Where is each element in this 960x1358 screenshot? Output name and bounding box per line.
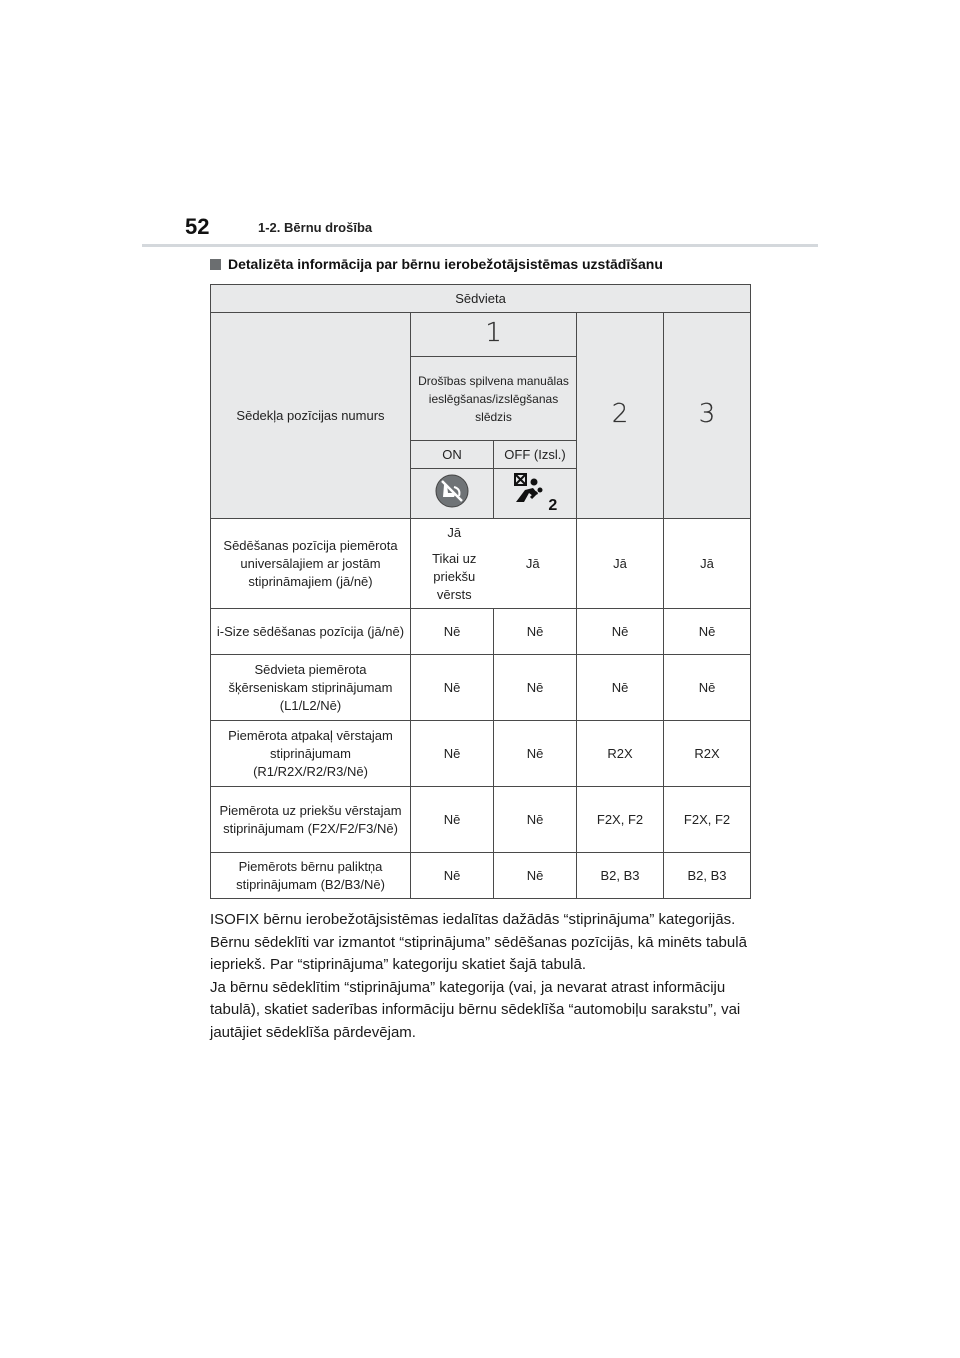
row-seat2-value: B2, B3 <box>577 853 664 899</box>
sub-heading <box>210 256 663 272</box>
seat-position-label-cell: Sēdekļa pozīcijas numurs <box>211 313 411 519</box>
table-row <box>211 285 751 313</box>
row-seat3-value: Nē <box>664 609 751 655</box>
universal-seat2-cell: Jā <box>577 519 664 609</box>
body-paragraph-2: Ja bērnu sēdeklītim “stiprinājuma” kategorija (vai, ja nevarat atrast informāciju tabulā), skatiet saderības informāciju bērnu sēdeklīša “automobiļu sarakstu”, vai jautājiet sēdeklīša pārdevējam. <box>210 978 741 1041</box>
seat-number-3: 3 <box>698 398 716 429</box>
row-on-value: Nē <box>411 655 494 721</box>
row-on-value: Nē <box>411 721 494 787</box>
row-seat3-value: F2X, F2 <box>664 787 751 853</box>
airbag-off-indicator-icon <box>434 473 470 514</box>
table-row <box>211 313 751 357</box>
row-seat3-value: B2, B3 <box>664 853 751 899</box>
row-label: Piemērota atpakaļ vērstajam stiprinājumam (R1/R2X/R2/R3/Nē) <box>211 721 411 787</box>
row-label: Piemērots bērnu paliktņa stiprinājumam (B2/B3/Nē) <box>211 853 411 899</box>
switch-on-cell: ON <box>411 441 494 469</box>
row-label: i-Size sēdēšanas pozīcija (jā/nē) <box>211 609 411 655</box>
universal-label-cell: Sēdēšanas pozīcija piemērota universālajiem ar jostām stiprināmajiem (jā/nē) <box>211 519 411 609</box>
row-label: Piemērota uz priekšu vērstajam stiprinājumam (F2X/F2/F3/Nē) <box>211 787 411 853</box>
row-label: Sēdvieta piemērota šķērseniskam stiprinājumam (L1/L2/Nē) <box>211 655 411 721</box>
row-on-value: Nē <box>411 853 494 899</box>
row-seat2-value: R2X <box>577 721 664 787</box>
row-on-value: Nē <box>411 787 494 853</box>
body-paragraph-1: ISOFIX bērnu ierobežotājsistēmas iedalītas dažādās “stiprinājuma” kategorijās. Bērnu sēdeklīti var izmantot “stiprinājuma” sēdēšanas pozīcijās, kā minēts tabulā iepriekš. Par “stiprinājuma” kategoriju skatiet šajā tabulā. <box>210 911 747 973</box>
table-row <box>211 787 751 853</box>
seat-1-cell <box>411 313 577 357</box>
airbag-switch-label-cell: Drošības spilvena manuālas ieslēgšanas/izslēgšanas slēdzis <box>411 357 577 441</box>
row-off-value: Nē <box>494 721 577 787</box>
section-header: 1-2. Bērnu drošība <box>258 220 373 235</box>
row-seat3-value: R2X <box>664 721 751 787</box>
airbag-icon-number: 2 <box>548 497 558 514</box>
row-seat2-value: F2X, F2 <box>577 787 664 853</box>
header-rule <box>142 244 818 247</box>
universal-seat3-cell: Jā <box>664 519 751 609</box>
seat-compatibility-table <box>210 284 751 899</box>
row-seat2-value: Nē <box>577 655 664 721</box>
row-seat3-value: Nē <box>664 655 751 721</box>
row-off-value: Nē <box>494 853 577 899</box>
row-off-value: Nē <box>494 609 577 655</box>
seat-number-1: 1 <box>485 317 502 348</box>
table-row <box>211 609 751 655</box>
body-text <box>210 909 770 1044</box>
square-bullet-icon <box>210 259 221 270</box>
table-row <box>211 655 751 721</box>
sub-heading-text: Detalizēta informācija par bērnu ierobežotājsistēmas uzstādīšanu <box>228 256 663 272</box>
universal-seat1-cell <box>411 519 577 609</box>
seat-number-2: 2 <box>611 398 629 429</box>
seat-header-cell: Sēdvieta <box>211 285 751 313</box>
universal-seat1-value: Jā Tikai uz priekšu vērsts <box>432 524 477 602</box>
child-seat-warning-icon-cell <box>494 469 577 519</box>
row-off-value: Nē <box>494 655 577 721</box>
table-row <box>211 721 751 787</box>
child-seat-airbag-warning-icon <box>513 472 558 515</box>
row-on-value: Nē <box>411 609 494 655</box>
table-row <box>211 519 751 609</box>
seat-3-cell <box>664 313 751 519</box>
page-number: 52 <box>185 214 210 239</box>
table-row <box>211 853 751 899</box>
seat-2-cell <box>577 313 664 519</box>
airbag-off-icon-cell <box>411 469 494 519</box>
row-seat2-value: Nē <box>577 609 664 655</box>
switch-off-cell: OFF (Izsl.) <box>494 441 577 469</box>
universal-seat1-off-value: Jā <box>525 555 540 571</box>
row-off-value: Nē <box>494 787 577 853</box>
